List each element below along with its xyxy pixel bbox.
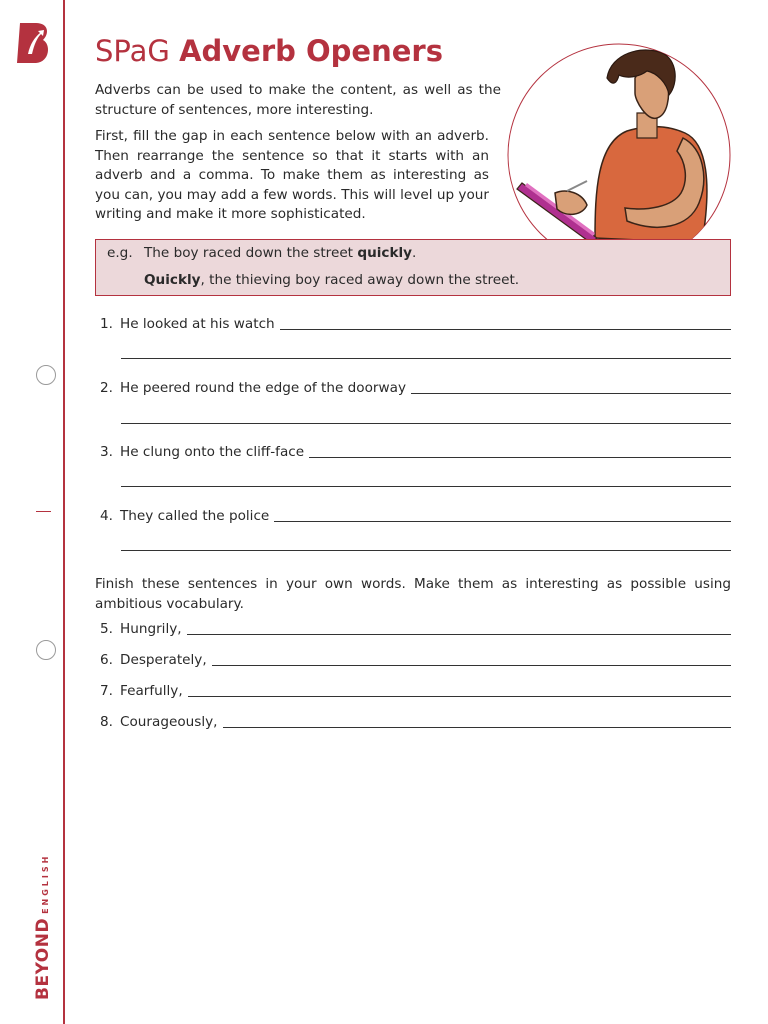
intro-paragraph-1: Adverbs can be used to make the content, as well as the structure of sentences, more interesting. <box>95 82 501 118</box>
question-4: 4. They called the police <box>100 508 731 524</box>
boy-writing-illustration <box>507 43 732 268</box>
example-line-2: Quickly, the thieving boy raced away down the street. <box>144 272 520 288</box>
answer-blank[interactable] <box>280 328 731 330</box>
question-3: 3. He clung onto the cliff-face <box>100 444 731 460</box>
answer-blank[interactable] <box>274 520 731 522</box>
answer-line[interactable] <box>121 423 731 424</box>
punch-hole-top <box>36 365 56 385</box>
question-6: 6. Desperately, <box>100 652 731 668</box>
answer-line[interactable] <box>121 550 731 551</box>
example-line-1: The boy raced down the street quickly. <box>144 245 417 261</box>
answer-blank[interactable] <box>188 695 731 697</box>
title-prefix: SPaG <box>95 34 170 68</box>
answer-blank[interactable] <box>187 633 731 635</box>
question-2: 2. He peered round the edge of the doorway <box>100 380 731 396</box>
answer-blank[interactable] <box>411 392 731 394</box>
example-box <box>95 239 731 296</box>
answer-blank[interactable] <box>212 664 731 666</box>
answer-blank[interactable] <box>223 726 732 728</box>
margin-line <box>63 0 65 1024</box>
example-label: e.g. <box>107 245 133 261</box>
punch-hole-bottom <box>36 640 56 660</box>
question-5: 5. Hungrily, <box>100 621 731 637</box>
title-main: Adverb Openers <box>179 34 443 68</box>
question-7: 7. Fearfully, <box>100 683 731 699</box>
answer-line[interactable] <box>121 486 731 487</box>
fold-mark <box>36 511 51 512</box>
question-1: 1. He looked at his watch <box>100 316 731 332</box>
question-8: 8. Courageously, <box>100 714 731 730</box>
brand-vertical <box>33 854 53 1000</box>
answer-line[interactable] <box>121 358 731 359</box>
page-title <box>95 34 443 68</box>
beyond-logo-icon <box>14 20 52 66</box>
part2-instructions: Finish these sentences in your own words. Make them as interesting as possible using ambitious vocabulary. <box>95 576 731 612</box>
brand-subname: ENGLISH <box>41 853 50 914</box>
answer-blank[interactable] <box>309 456 731 458</box>
intro-paragraph-2: First, fill the gap in each sentence below with an adverb. Then rearrange the sentence so that it starts with an adverb and a comma. To make them as interesting as you can, you may add a few words. This will level up your writing and make it more sophisticated. <box>95 128 489 222</box>
brand-name: BEYOND <box>33 917 53 1000</box>
